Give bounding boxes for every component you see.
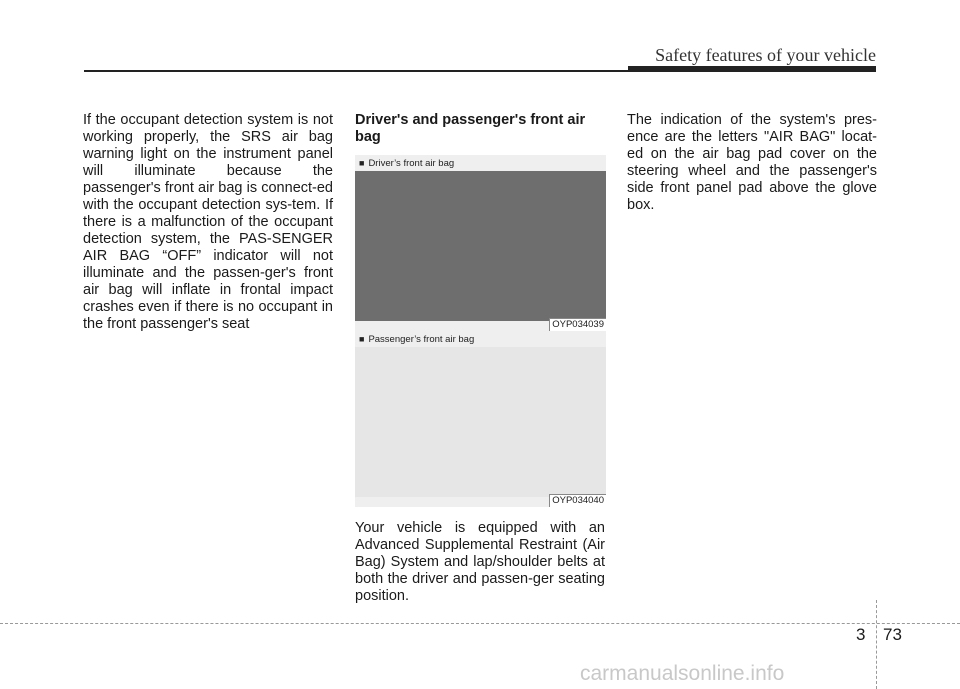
caption-marker-icon: ■ (359, 158, 365, 168)
footer-rule (0, 623, 960, 624)
page-number: 73 (883, 625, 902, 644)
header-rule-accent (628, 66, 876, 72)
figure-code: OYP034039 (549, 318, 606, 331)
caption-marker-icon: ■ (359, 334, 365, 344)
figure-passenger-airbag (355, 331, 606, 507)
figure-image (355, 347, 606, 497)
column-2 (355, 112, 605, 146)
column-2-text: Your vehicle is equipped with an Advanced Supplemental Restraint (Air Bag) System and lap/shoulder belts at both the driver and passen-ger seating position. (355, 520, 605, 604)
figure-driver-airbag (355, 155, 606, 331)
column-1-text: If the occupant detection system is not working properly, the SRS air bag warning light on the instrument panel will illuminate because the passenger's front air bag is connect-ed with the occupant detection sys-tem. If there is a malfunction of the occupant detection system, the PAS-SENGER AIR BAG “OFF” indicator will not illuminate and the passen-ger's front air bag will inflate in frontal impact crashes even if there is no occupant in the front passenger's seat (83, 112, 333, 332)
watermark: carmanualsonline.info (580, 662, 785, 685)
figure-code: OYP034040 (549, 494, 606, 507)
figure-image (355, 171, 606, 321)
chapter-number: 3 (856, 625, 866, 644)
figure-caption-text: Driver’s front air bag (368, 158, 455, 169)
figure-caption (355, 331, 606, 347)
page-header-title: Safety features of your vehicle (655, 45, 876, 65)
figure-caption-text: Passenger’s front air bag (368, 334, 475, 345)
figure-caption (355, 155, 606, 171)
column-3-text: The indication of the system's pres-ence are the letters "AIR BAG" locat-ed on the air bag pad cover on the steering wheel and the passenger's side front panel pad above the glove box. (627, 112, 877, 213)
footer-divider (876, 600, 877, 689)
section-heading: Driver's and passenger's front air bag (355, 112, 586, 145)
